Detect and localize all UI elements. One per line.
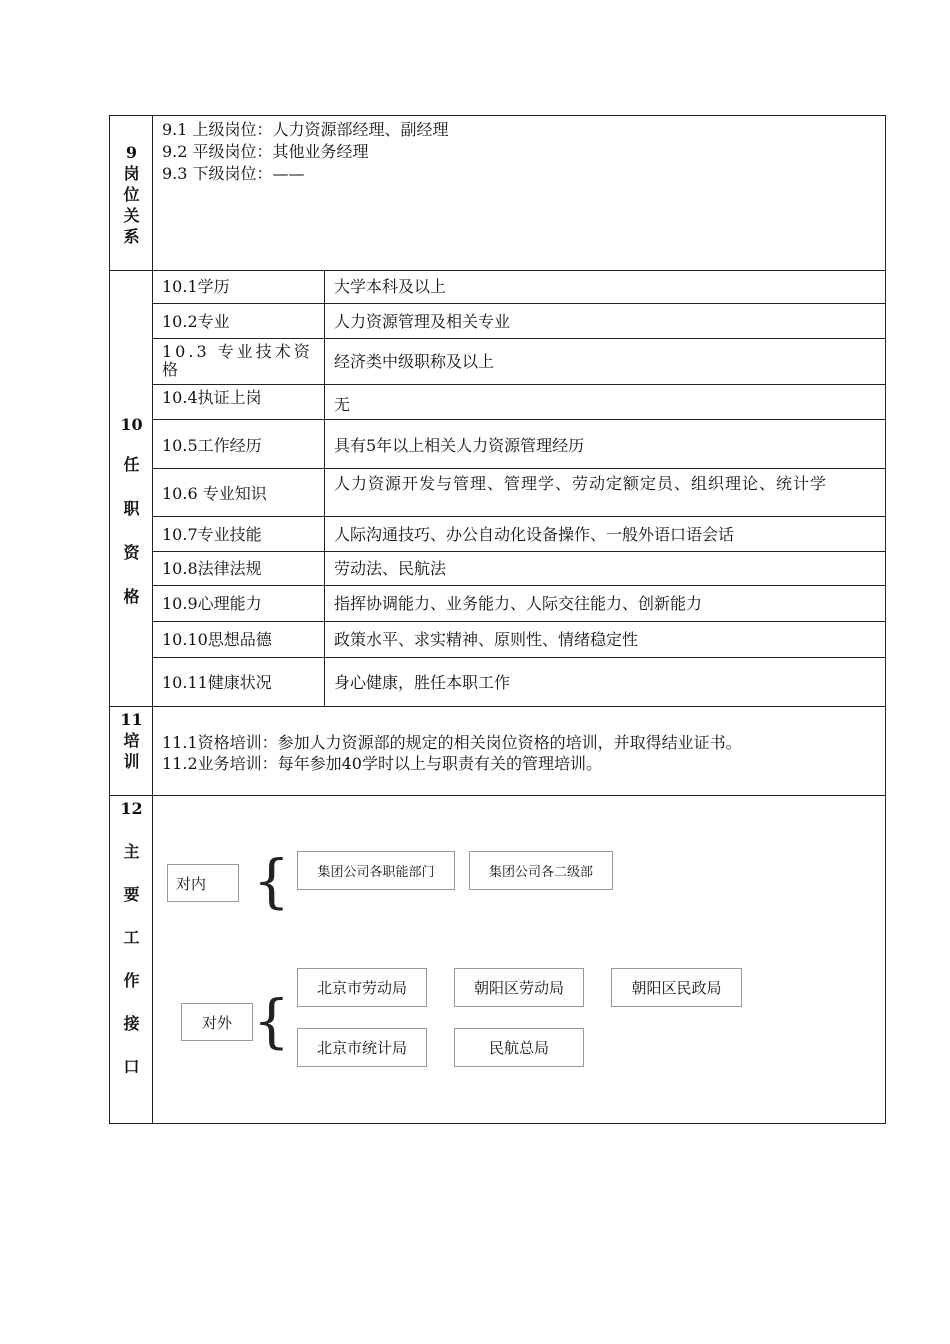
- job-description-table: [109, 115, 886, 1124]
- qualification-key: 10.2专业: [162, 312, 230, 331]
- qualification-value: 政策水平、求实精神、原则性、情绪稳定性: [334, 630, 639, 649]
- qualification-key: 10.4执证上岗: [162, 388, 262, 407]
- internal-interface-box: 集团公司各职能部门: [297, 851, 455, 890]
- qualification-value: 人际沟通技巧、办公自动化设备操作、一般外语口语会话: [334, 525, 735, 544]
- external-interface-box: 北京市劳动局: [297, 968, 427, 1007]
- section-11-label: 11 培 训: [120, 710, 143, 771]
- qualification-key: 10.6 专业知识: [162, 484, 267, 503]
- qualification-value: 身心健康，胜任本职工作: [334, 673, 511, 692]
- section-9-line: 9.2 平级岗位：其他业务经理: [162, 142, 369, 161]
- external-interface-box: 朝阳区劳动局: [454, 968, 584, 1007]
- qualification-value: 劳动法、民航法: [334, 559, 447, 578]
- qualification-key: 10.8法律法规: [162, 559, 262, 578]
- qualification-key: 10.3 专业技术资格: [162, 342, 313, 379]
- row-divider: [152, 657, 885, 658]
- qualification-key: 10.7专业技能: [162, 525, 262, 544]
- internal-label-box: 对内: [167, 864, 239, 902]
- qualification-key: 10.5工作经历: [162, 436, 262, 455]
- section-9-line: 9.3 下级岗位：——: [162, 164, 305, 183]
- external-interface-box: 北京市统计局: [297, 1028, 427, 1067]
- qualification-value: 无: [334, 395, 351, 414]
- external-label-box: 对外: [181, 1003, 253, 1041]
- divider-10-11: [110, 706, 885, 707]
- section-11-line: 11.1资格培训：参加人力资源部的规定的相关岗位资格的培训，并取得结业证书。: [162, 733, 742, 752]
- row-divider: [152, 338, 885, 339]
- row-divider: [152, 303, 885, 304]
- divider-11-12: [110, 795, 885, 796]
- row-divider: [152, 516, 885, 517]
- qualification-key: 10.1学历: [162, 277, 230, 296]
- qualification-value: 指挥协调能力、业务能力、人际交往能力、创新能力: [334, 594, 703, 613]
- row-divider: [152, 551, 885, 552]
- section-10-label: 10 任 职 资 格: [120, 415, 143, 606]
- qualification-value: 具有5年以上相关人力资源管理经历: [334, 436, 585, 455]
- qualification-value: 经济类中级职称及以上: [334, 352, 495, 371]
- qualification-value: 大学本科及以上: [334, 277, 447, 296]
- qualification-key: 10.11健康状况: [162, 673, 272, 692]
- internal-interface-box: 集团公司各二级部: [469, 851, 613, 890]
- external-interface-box: 民航总局: [454, 1028, 584, 1067]
- section-11-line: 11.2业务培训：每年参加40学时以上与职责有关的管理培训。: [162, 754, 602, 773]
- qualification-value: 人力资源开发与管理、管理学、劳动定额定员、组织理论、统计学: [334, 474, 828, 493]
- section-12-label: 12 主 要 工 作 接 口: [120, 799, 143, 1076]
- qualification-value: 人力资源管理及相关专业: [334, 312, 511, 331]
- qualification-key: 10.9心理能力: [162, 594, 262, 613]
- row-divider: [152, 419, 885, 420]
- external-interface-box: 朝阳区民政局: [611, 968, 742, 1007]
- row-divider: [152, 621, 885, 622]
- qualification-key: 10.10思想品德: [162, 630, 272, 649]
- row-divider: [152, 468, 885, 469]
- section-9-label: 9 岗 位 关 系: [123, 143, 140, 246]
- section-10-column-divider: [324, 270, 325, 706]
- internal-brace: {: [253, 847, 290, 915]
- divider-9-10: [110, 270, 885, 271]
- section-9-line: 9.1 上级岗位：人力资源部经理、副经理: [162, 120, 449, 139]
- row-divider: [152, 585, 885, 586]
- row-divider: [152, 384, 885, 385]
- external-brace: {: [253, 987, 290, 1055]
